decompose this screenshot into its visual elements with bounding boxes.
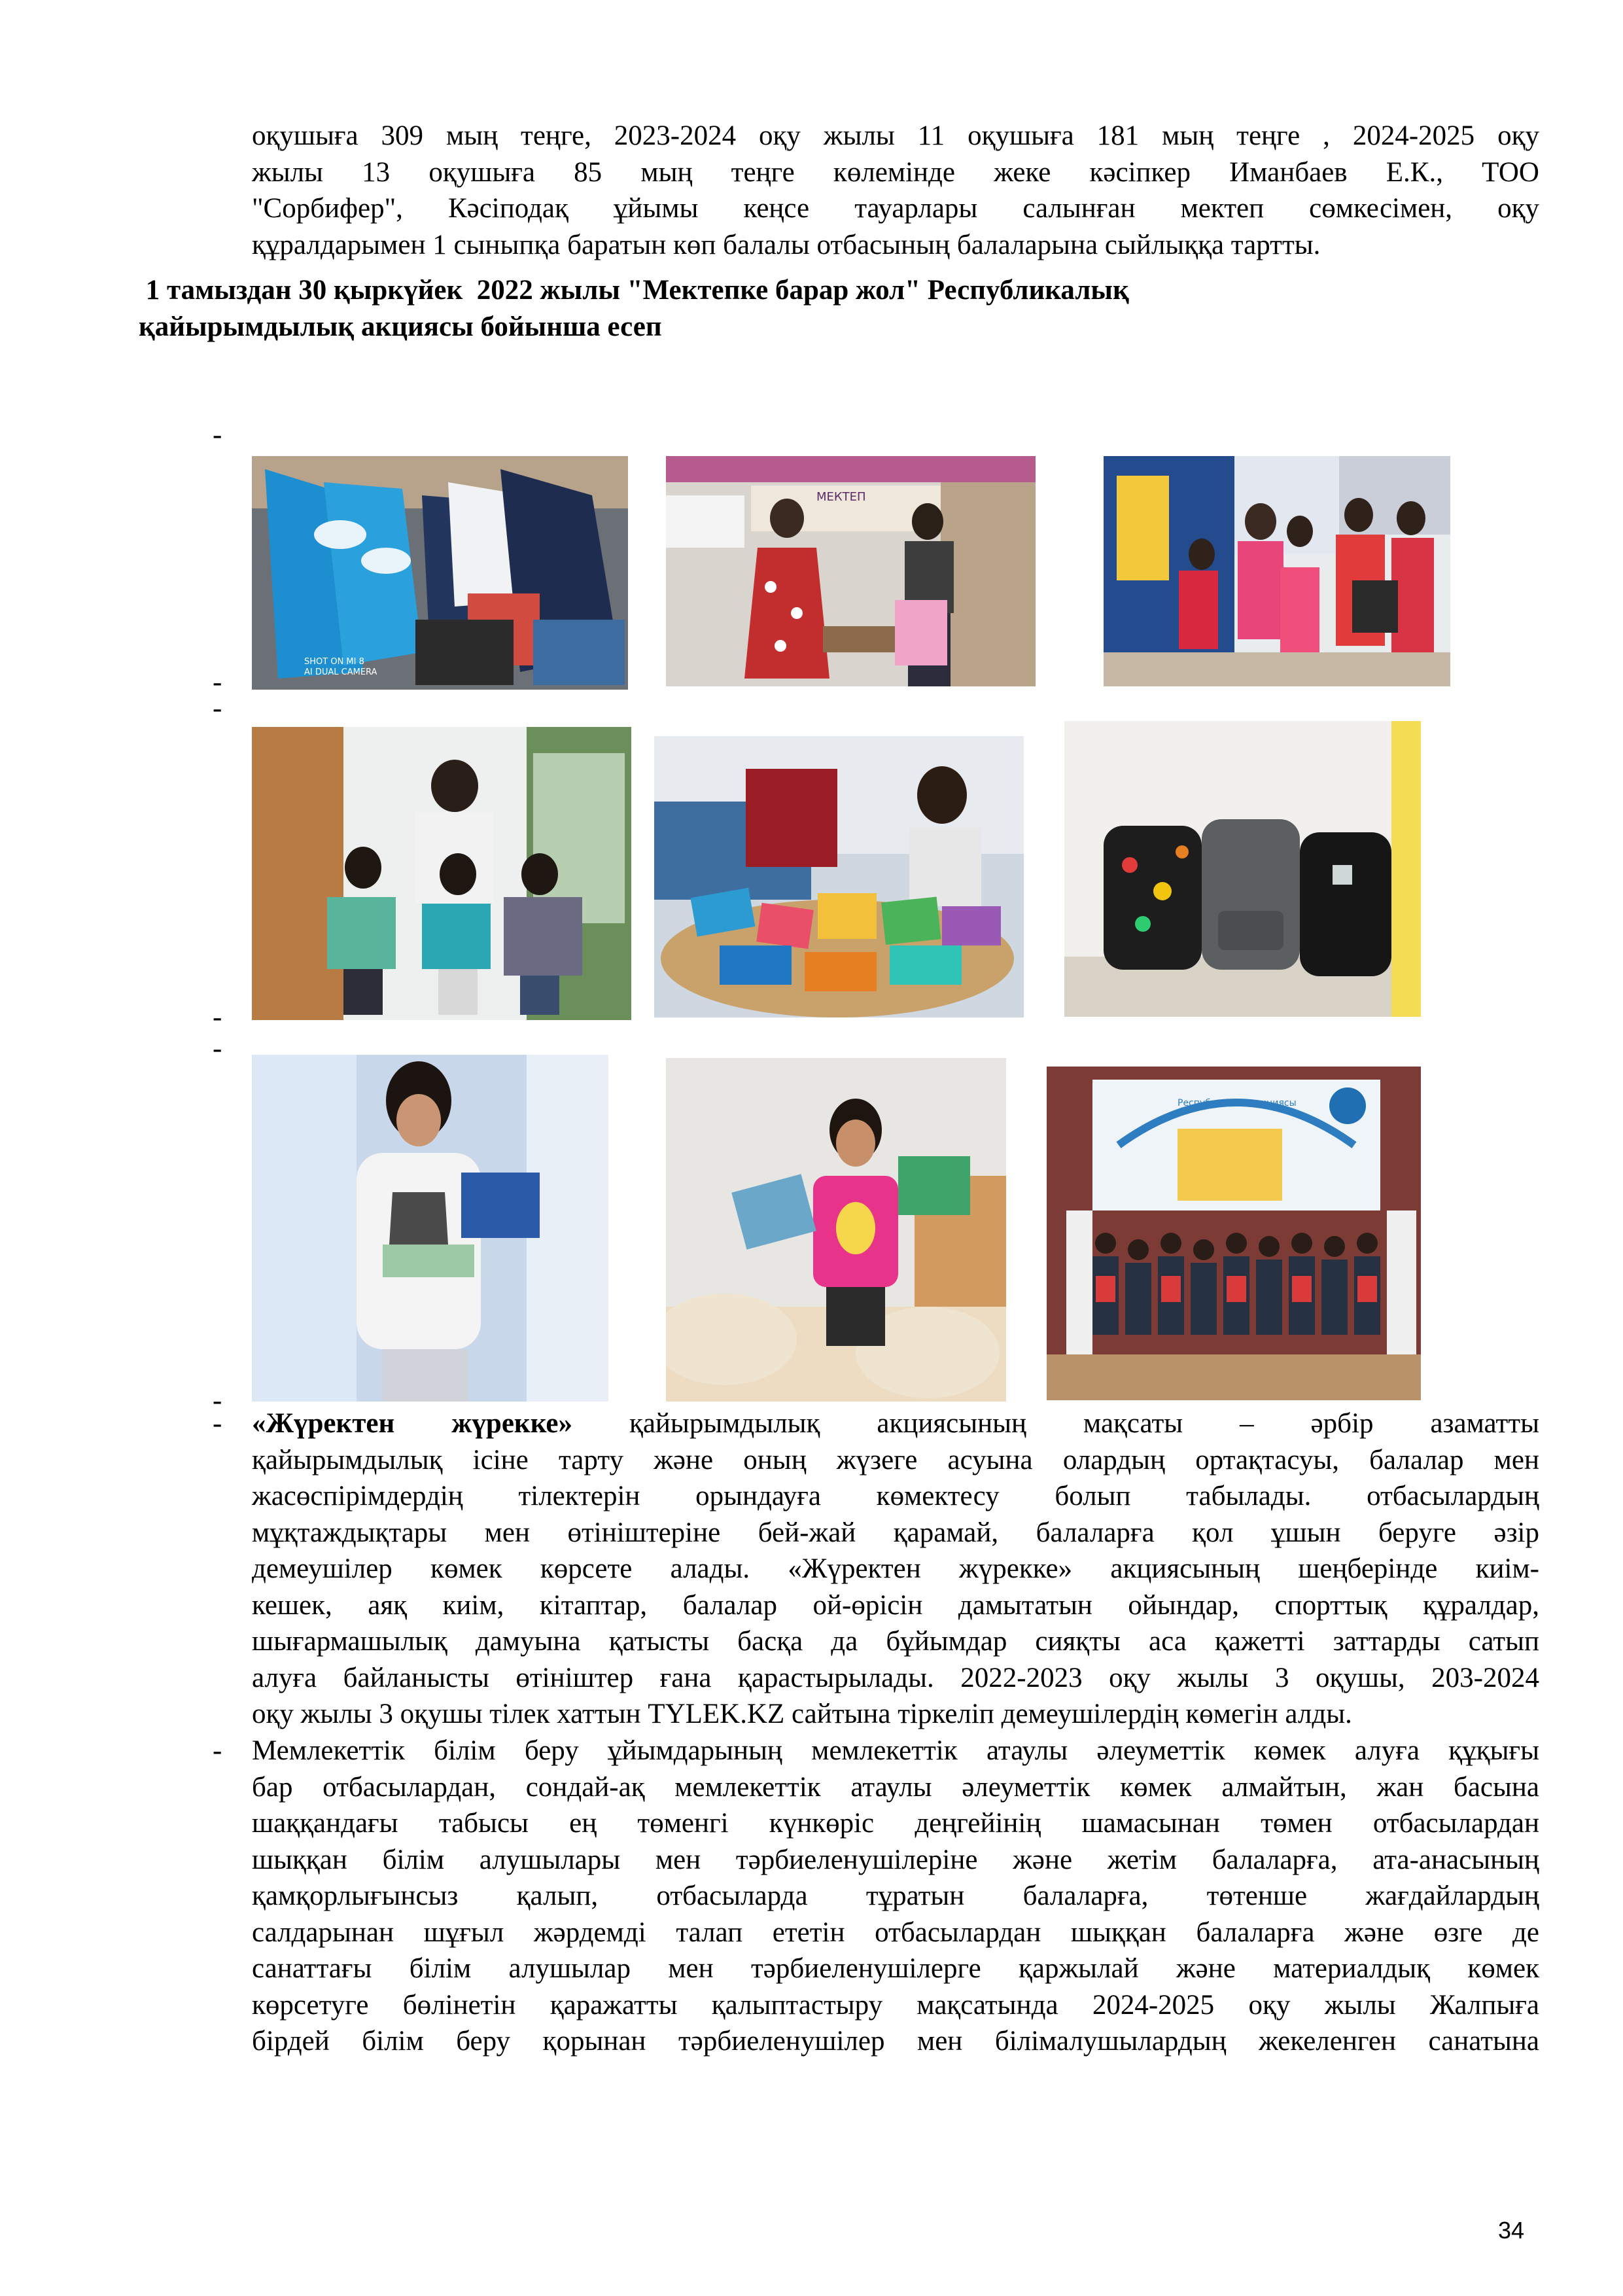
- zhurekten-line: демеушілер көмек көрсете алады. «Жүректен жүрекке» акциясының шеңберінде киім-: [252, 1553, 1539, 1584]
- memleket-line: салдарынан шұғыл жәрдемді талап ететін отбасылардан шыққан балаларға және өзге де: [252, 1916, 1539, 1948]
- list-dash: -: [213, 1033, 222, 1064]
- page-number: 34: [1498, 2217, 1525, 2244]
- memleket-line: Мемлекеттік білім беру ұйымдарының мемлекеттік атаулы әлеуметтік көмек алуға құқығы: [252, 1735, 1539, 1766]
- zhurekten-title: «Жүректен жүрекке»: [252, 1408, 572, 1439]
- svg-text:AI DUAL CAMERA: AI DUAL CAMERA: [304, 667, 377, 677]
- memleket-line: шаққандағы табысы ең төменгі күнкөріс деңгейінің шамасынан төмен отбасылардан: [252, 1808, 1539, 1839]
- list-dash: -: [213, 1385, 222, 1416]
- teacher-with-three-children-backpacks-photo: [252, 727, 631, 1020]
- children-on-stage-with-backpacks-photo: [1047, 1067, 1421, 1400]
- zhurekten-line: оқу жылы 3 оқушы тілек хаттын TYLEK.KZ сайтына тіркеліп демеушілердің көмегін алды.: [252, 1699, 1352, 1729]
- memleket-line: көрсетуге бөлінетін қаражатты қалыптастыру мақсатында 2024-2025 оқу жылы Жалпыға: [252, 1989, 1539, 2021]
- gift-handover-at-school-photo: [666, 456, 1036, 686]
- memleket-line: қамқорлығынсыз қалып, отбасыларда тұратын балаларға, төтенше жағдайлардың: [252, 1881, 1539, 1911]
- memleket-line: шыққан білім алушылары мен тәрбиеленушілеріне және жетім балаларға, ата-анасының: [252, 1844, 1539, 1875]
- intro-line: құралдарымен 1 сыныпқа баратын көп балалы отбасының балаларына сыйлыққа тартты.: [252, 229, 1321, 260]
- list-dash: -: [213, 1408, 222, 1439]
- list-dash: -: [213, 419, 222, 450]
- report-heading-line1: 1 тамыздан 30 қыркүйек 2022 жылы "Мектепке барар жол" Республикалық: [139, 275, 1129, 306]
- intro-line: "Сорбифер", Кәсіподақ ұйымы кеңсе тауарлары салынған мектеп сөмкесімен, оқу: [252, 193, 1539, 224]
- memleket-line: бар отбасылардан, сондай-ақ мемлекеттік атаулы әлеуметтік көмек алмайтын, жан басына: [252, 1771, 1539, 1803]
- memleket-line: санаттағы білім алушылар мен тәрбиеленушілерге қаржылай және материалдық көмек: [252, 1953, 1539, 1984]
- family-with-children-photo: [1104, 456, 1450, 686]
- zhurekten-first-line-rest: қайырымдылық акциясының мақсаты – әрбір азаматты: [572, 1408, 1539, 1439]
- svg-text:SHOT ON MI 8: SHOT ON MI 8: [304, 657, 364, 667]
- zhurekten-first-line: [252, 1405, 1539, 1442]
- zhurekten-line: жасөспірімдердің тілектерін орындауға көмектесу болып табылады. отбасылардың: [252, 1481, 1539, 1511]
- intro-line: оқушыға 309 мың теңге, 2023-2024 оқу жылы 11 оқушыға 181 мың теңге , 2024-2025 оқу: [252, 120, 1539, 151]
- girl-pink-shirt-with-gifts-photo: [666, 1058, 1006, 1402]
- report-heading: [139, 272, 1447, 345]
- three-backpacks-photo: [1064, 721, 1421, 1017]
- zhurekten-line: қайырымдылық ісіне тарту және оның жүзеге асуына олардың ортақтасуы, балалар мен: [252, 1444, 1539, 1475]
- report-heading-line2: қайырымдылық акциясы бойынша есеп: [139, 311, 662, 342]
- school-bags-and-supplies-photo: [252, 456, 628, 690]
- list-dash: -: [213, 667, 222, 698]
- zhurekten-line: кешек, аяқ киім, кітаптар, балалар ой-өрісін дамытатын ойындар, спорттық құралдар,: [252, 1589, 1539, 1621]
- zhurekten-line: алуға байланысты өтініштер ғана қарастырылады. 2022-2023 оқу жылы 3 оқушы, 203-2024: [252, 1662, 1539, 1693]
- intro-line: жылы 13 оқушыға 85 мың теңге көлемінде жеке кәсіпкер Иманбаев Е.К., ТОО: [252, 156, 1539, 188]
- svg-text:МЕКТЕП: МЕКТЕП: [816, 490, 866, 504]
- list-dash: -: [213, 693, 222, 724]
- zhurekten-line: мұқтаждықтары мен өтініштеріне бей-жай қарамай, балаларға қол ұшын беруге әзір: [252, 1517, 1539, 1548]
- zhurekten-paragraph: [252, 1405, 1539, 1733]
- zhurekten-line: шығармашылық дамуына қатысты басқа да бұйымдар сияқты аса қажетті заттарды сатып: [252, 1626, 1539, 1657]
- list-dash: -: [213, 1002, 222, 1033]
- girl-holding-books-photo: [252, 1055, 608, 1402]
- intro-paragraph: [252, 118, 1539, 263]
- list-dash: -: [213, 1735, 222, 1766]
- state-assistance-paragraph: [252, 1733, 1539, 2060]
- memleket-line: бірдей білім беру қорынан тәрбиеленушілер мен білімалушылардың жекеленген санатына: [252, 2026, 1539, 2057]
- svg-text:Республикалық акциясы: Республикалық акциясы: [1178, 1098, 1297, 1108]
- girl-with-backpack-and-stationery-photo: [654, 736, 1024, 1017]
